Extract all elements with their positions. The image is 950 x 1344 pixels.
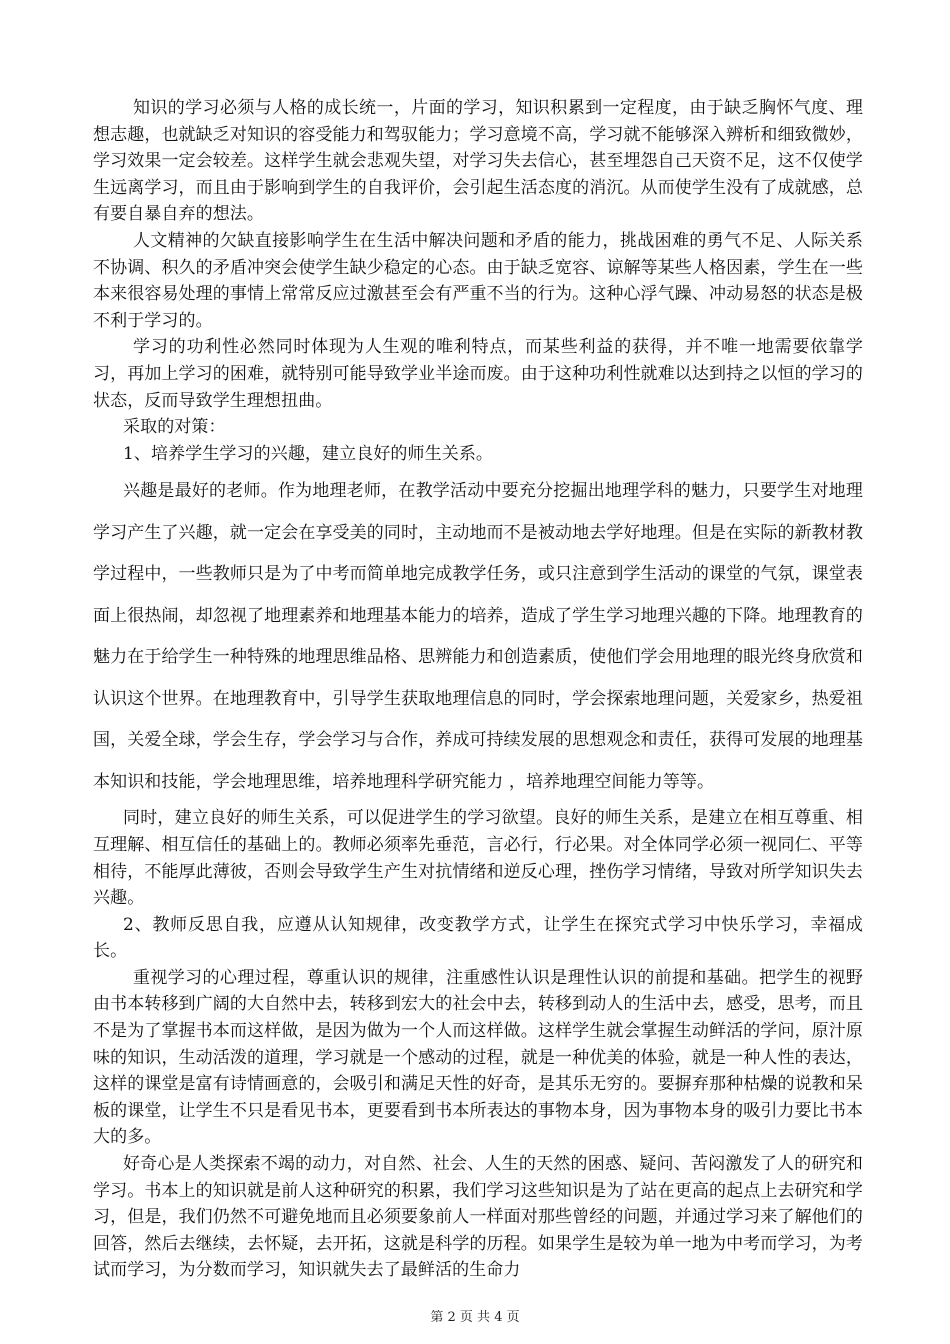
paragraph-curiosity: 好奇心是人类探索不竭的动力，对自然、社会、人生的天然的困惑、疑问、苦闷激发了人的研究和学习。书本上的知识就是前人这种研究的积累，我们学习这些知识是为了站在更高的起点上去研究和学习，但是，我们仍然不可避免地而且必须要象前人一样面对那些曾经的问题，并通过学习来了解他们的回答，然后去继续，去怀疑，去开拓，这就是科学的历程。如果学生是较为单一地为中考而学习，为考试而学习，为分数而学习，知识就失去了最鲜活的生命力 xyxy=(93,1154,863,1281)
paragraph-humanistic-spirit: 人文精神的欠缺直接影响学生在生活中解决问题和矛盾的能力，挑战困难的勇气不足、人际关系不协调、积久的矛盾冲突会使学生缺少稳定的心态。由于缺乏宽容、谅解等某些人格因素，学生在一些本来很容易处理的事情上常常反应过激甚至会有严重不当的行为。这种心浮气躁、冲动易怒的状态是极不利于学习的。 xyxy=(93,230,863,331)
paragraph-learning-process: 重视学习的心理过程，尊重认识的规律，注重感性认识是理性认识的前提和基础。把学生的视野由书本转移到广阔的大自然中去，转移到宏大的社会中去，转移到动人的生活中去，感受，思考，而且不是为了掌握书本而这样做，是因为做为一个人而这样做。这样学生就会掌握生动鲜活的学问，原汁原味的知识，生动活泼的道理，学习就是一个感动的过程，就是一种优美的体验，就是一种人性的表达，这样的课堂是富有诗情画意的，会吸引和满足天性的好奇，是其乐无穷的。要摒弃那种枯燥的说教和呆板的课堂，让学生不只是看见书本，更要看到书本所表达的事物本身，因为事物本身的吸引力要比书本大的多。 xyxy=(93,967,863,1148)
paragraph-teacher-student-relationship: 同时，建立良好的师生关系，可以促进学生的学习欲望。良好的师生关系，是建立在相互尊重、相互理解、相互信任的基础上的。教师必须率先垂范，言必行，行必果。对全体同学必须一视同仁、平等相待，不能厚此薄彼，否则会导致学生产生对抗情绪和逆反心理，挫伤学习情绪，导致对所学知识失去兴趣。 xyxy=(93,808,863,909)
section-heading-countermeasures: 采取的对策： xyxy=(123,417,226,438)
subheading-teacher-reflection: 2、教师反思自我，应遵从认知规律，改变教学方式，让学生在探究式学习中快乐学习，幸福成长。 xyxy=(93,914,863,962)
paragraph-utilitarian-learning: 学习的功利性必然同时体现为人生观的唯利特点，而某些利益的获得，并不唯一地需要依靠学习，再加上学习的困难，就特别可能导致学业半途而废。由于这种功利性就难以达到持之以恒的学习的状态，反而导致学生理想扭曲。 xyxy=(93,337,863,411)
paragraph-interest-teacher: 兴趣是最好的老师。作为地理老师，在教学活动中要充分挖掘出地理学科的魅力，只要学生对地理学习产生了兴趣，就一定会在享受美的同时，主动地而不是被动地去学好地理。但是在实际的新教材教学过程中，一些教师只是为了中考而简单地完成教学任务，或只注意到学生活动的课堂的气氛，课堂表面上很热闹，却忽视了地理素养和地理基本能力的培养，造成了学生学习地理兴趣的下降。地理教育的魅力在于给学生一种特殊的地理思维品格、思辨能力和创造素质，使他们学会用地理的眼光终身欣赏和认识这个世界。在地理教育中，引导学生获取地理信息的同时，学会探索地理问题，关爱家乡，热爱祖国，关爱全球，学会生存，学会学习与合作，养成可持续发展的思想观念和责任，获得可发展的地理基本知识和技能，学会地理思维，培养地理科学研究能力 ，培养地理空间能力等等。 xyxy=(93,481,863,792)
page-footer: 第 2 页 共 4 页 xyxy=(430,1310,520,1325)
paragraph-knowledge-personality: 知识的学习必须与人格的成长统一，片面的学习，知识积累到一定程度，由于缺乏胸怀气度、理想志趣，也就缺乏对知识的容受能力和驾驭能力；学习意境不高，学习就不能够深入辨析和细致微妙，学习效果一定会较差。这样学生就会悲观失望，对学习失去信心，甚至埋怨自己天资不足，这不仅使学生远离学习，而且由于影响到学生的自我评价，会引起生活态度的消沉。从而使学生没有了成就感，总有要自暴自弃的想法。 xyxy=(93,98,863,225)
document-body xyxy=(93,95,863,1284)
subheading-interest-relationship: 1、培养学生学习的兴趣，建立良好的师生关系。 xyxy=(123,443,494,464)
